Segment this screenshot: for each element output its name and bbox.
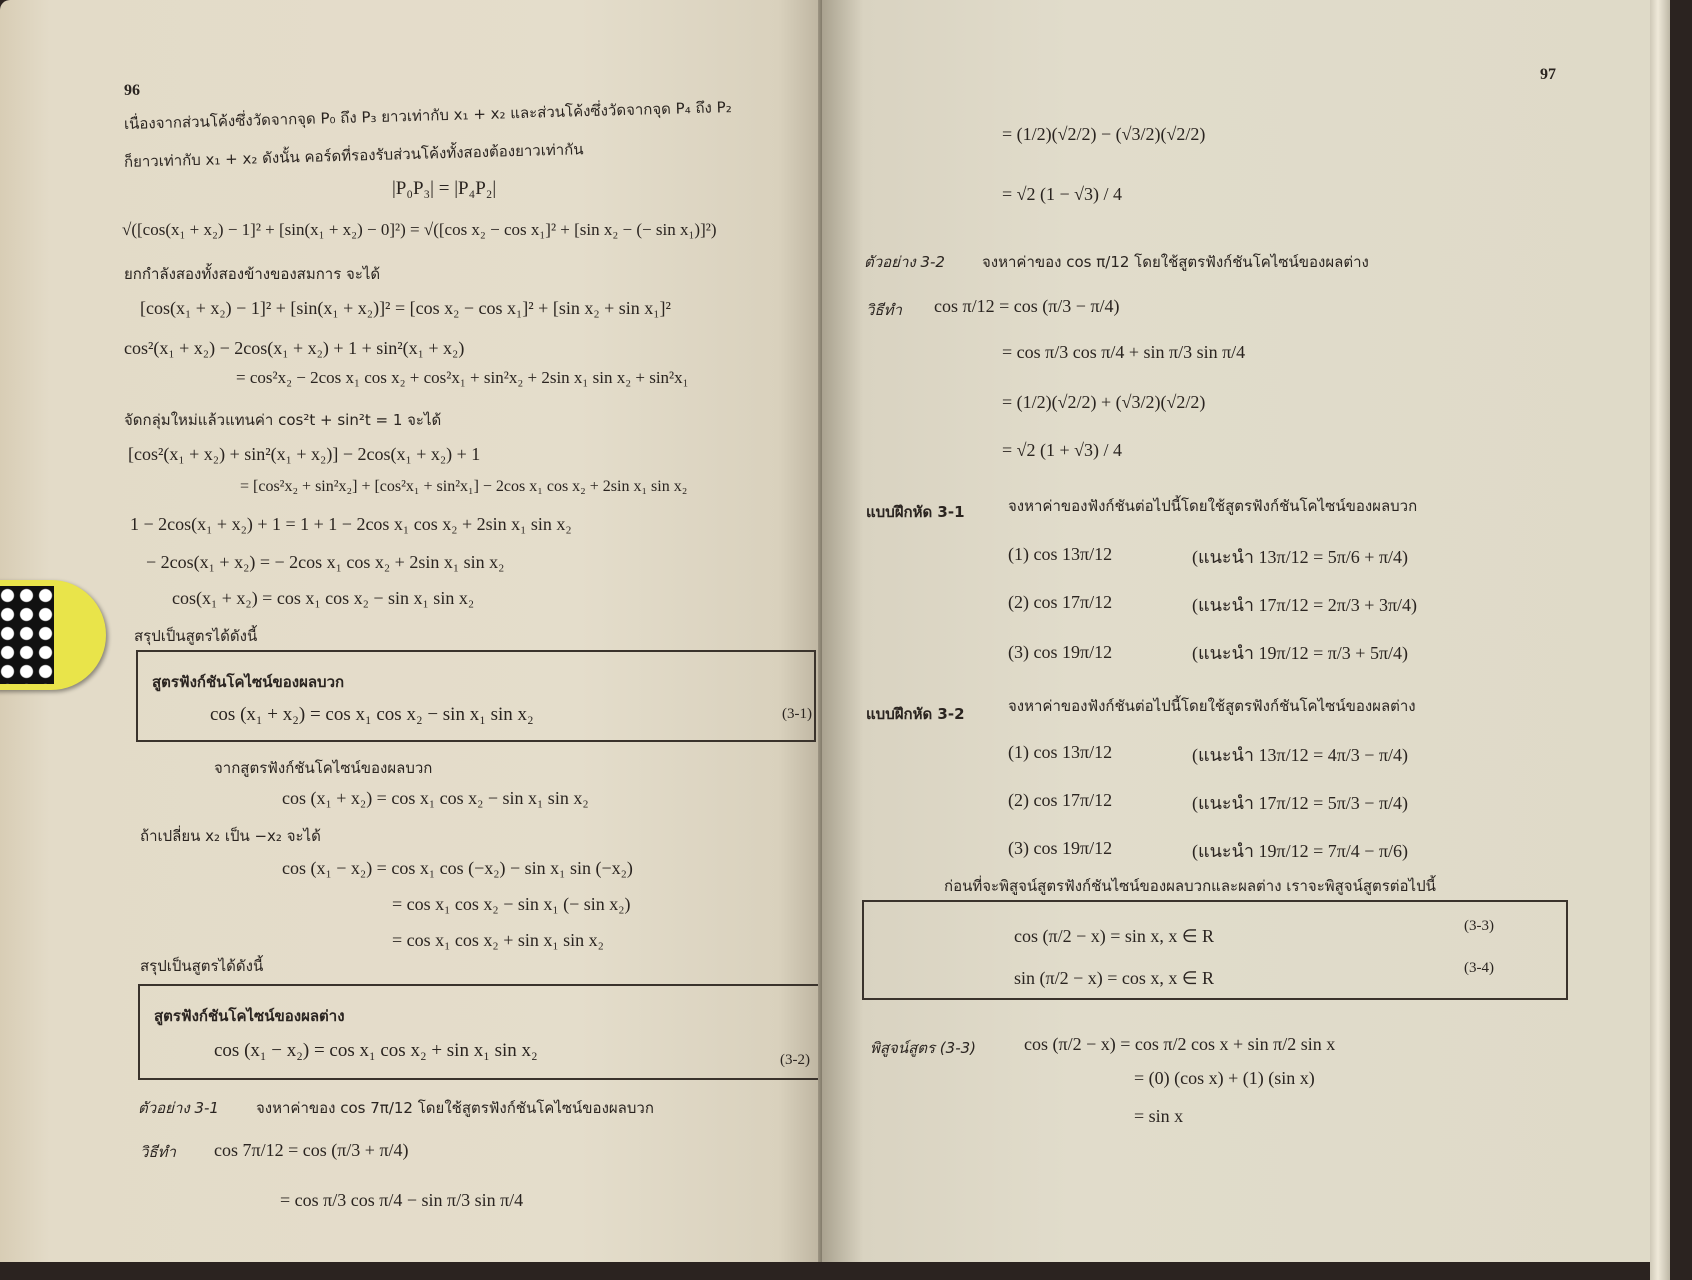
math-line: − 2cos(x₁ + x₂) = − 2cos x₁ cos x₂ + 2sin x₁ sin x₂ bbox=[146, 552, 505, 572]
math-line: cos(x₁ + x₂) = cos x₁ cos x₂ − sin x₁ sin x₂ bbox=[172, 588, 475, 608]
formula-tag: (3-2) bbox=[780, 1052, 810, 1068]
math-line: [cos²(x₁ + x₂) + sin²(x₁ + x₂)] − 2cos(x₁ + x₂) + 1 bbox=[128, 444, 481, 464]
formula-tag: (3-4) bbox=[1464, 960, 1494, 976]
right-page bbox=[822, 0, 1652, 1262]
formula-tag: (3-1) bbox=[782, 706, 812, 722]
example-label: ตัวอย่าง 3-2 bbox=[864, 253, 945, 271]
text-line: สรุปเป็นสูตรได้ดังนี้ bbox=[140, 957, 264, 975]
paper-clip bbox=[0, 580, 106, 690]
proof-label: พิสูจน์สูตร (3-3) bbox=[870, 1039, 977, 1057]
text-line: ยกกำลังสองทั้งสองข้างของสมการ จะได้ bbox=[124, 265, 381, 283]
math-line: = √2 (1 + √3) / 4 bbox=[1002, 440, 1123, 460]
math-line: = cos x₁ cos x₂ − sin x₁ (− sin x₂) bbox=[392, 894, 631, 914]
text-line: จากสูตรฟังก์ชันโคไซน์ของผลบวก bbox=[214, 759, 433, 777]
left-page bbox=[0, 0, 828, 1262]
math-line: = cos²x₂ − 2cos x₁ cos x₂ + cos²x₁ + sin²x₂ + 2sin x₁ sin x₂ + sin²x₁ bbox=[236, 368, 689, 387]
exercise-label: แบบฝึกหัด 3-1 bbox=[866, 503, 965, 521]
exercise-hint: (แนะนำ 17π/12 = 5π/3 − π/4) bbox=[1192, 793, 1409, 813]
math-line: = cos π/3 cos π/4 + sin π/3 sin π/4 bbox=[1002, 342, 1246, 362]
math-line: [cos(x₁ + x₂) − 1]² + [sin(x₁ + x₂)]² = [cos x₂ − cos x₁]² + [sin x₂ + sin x₁]² bbox=[140, 298, 671, 318]
example-label: ตัวอย่าง 3-1 bbox=[138, 1099, 219, 1117]
text-line: จัดกลุ่มใหม่แล้วแทนค่า cos²t + sin²t = 1 จะได้ bbox=[124, 411, 442, 429]
math-line: = [cos²x₂ + sin²x₂] + [cos²x₁ + sin²x₁] − 2cos x₁ cos x₂ + 2sin x₁ sin x₂ bbox=[240, 478, 688, 495]
exercise-item: (1) cos 13π/12 bbox=[1008, 544, 1113, 564]
example-text: จงหาค่าของ cos 7π/12 โดยใช้สูตรฟังก์ชันโคไซน์ของผลบวก bbox=[256, 1099, 654, 1117]
math-line: cos (x₁ − x₂) = cos x₁ cos (−x₂) − sin x₁ sin (−x₂) bbox=[282, 858, 633, 878]
solution-label: วิธีทำ bbox=[866, 301, 902, 319]
exercise-item: (3) cos 19π/12 bbox=[1008, 642, 1113, 662]
clip-pattern bbox=[0, 586, 54, 684]
exercise-hint: (แนะนำ 17π/12 = 2π/3 + 3π/4) bbox=[1192, 595, 1418, 615]
math-line: cos 7π/12 = cos (π/3 + π/4) bbox=[214, 1140, 409, 1160]
example-text: จงหาค่าของ cos π/12 โดยใช้สูตรฟังก์ชันโคไซน์ของผลต่าง bbox=[982, 253, 1369, 271]
box-title: สูตรฟังก์ชันโคไซน์ของผลบวก bbox=[152, 673, 345, 691]
exercise-label: แบบฝึกหัด 3-2 bbox=[866, 705, 965, 723]
exercise-hint: (แนะนำ 19π/12 = 7π/4 − π/6) bbox=[1192, 841, 1409, 861]
formula-box-cos-sum bbox=[136, 650, 816, 742]
math-line: = √2 (1 − √3) / 4 bbox=[1002, 184, 1123, 204]
text-line: ก็ยาวเท่ากับ x₁ + x₂ ดังนั้น คอร์ดที่รองรับส่วนโค้งทั้งสองต้องยาวเท่ากัน bbox=[123, 140, 584, 171]
box-title: สูตรฟังก์ชันโคไซน์ของผลต่าง bbox=[154, 1007, 345, 1025]
exercise-text: จงหาค่าของฟังก์ชันต่อไปนี้โดยใช้สูตรฟังก์ชันโคไซน์ของผลต่าง bbox=[1008, 697, 1416, 715]
intro-text: ก่อนที่จะพิสูจน์สูตรฟังก์ชันไซน์ของผลบวกและผลต่าง เราจะพิสูจน์สูตรต่อไปนี้ bbox=[944, 877, 1436, 895]
text-line: ถ้าเปลี่ยน x₂ เป็น −x₂ จะได้ bbox=[140, 827, 321, 845]
box-formula: sin (π/2 − x) = cos x, x ∈ R bbox=[1014, 968, 1215, 988]
math-line: = cos x₁ cos x₂ + sin x₁ sin x₂ bbox=[392, 930, 604, 950]
exercise-item: (3) cos 19π/12 bbox=[1008, 838, 1113, 858]
math-line: = (1/2)(√2/2) + (√3/2)(√2/2) bbox=[1002, 392, 1206, 412]
math-line: cos²(x₁ + x₂) − 2cos(x₁ + x₂) + 1 + sin²(x₁ + x₂) bbox=[124, 338, 465, 358]
box-formula: cos (π/2 − x) = sin x, x ∈ R bbox=[1014, 926, 1215, 946]
math-line: 1 − 2cos(x₁ + x₂) + 1 = 1 + 1 − 2cos x₁ cos x₂ + 2sin x₁ sin x₂ bbox=[130, 514, 572, 534]
formula-box-cos-diff bbox=[138, 984, 820, 1080]
math-line: cos (π/2 − x) = cos π/2 cos x + sin π/2 sin x bbox=[1024, 1034, 1336, 1054]
math-line: cos π/12 = cos (π/3 − π/4) bbox=[934, 296, 1120, 316]
text-line: เนื่องจากส่วนโค้งซึ่งวัดจากจุด P₀ ถึง P₃ ยาวเท่ากับ x₁ + x₂ และส่วนโค้งซึ่งวัดจากจุด P₄ ถึง P₂ bbox=[123, 98, 732, 133]
formula-tag: (3-3) bbox=[1464, 918, 1494, 934]
solution-label: วิธีทำ bbox=[140, 1143, 176, 1161]
page-edges bbox=[1650, 0, 1670, 1280]
exercise-text: จงหาค่าของฟังก์ชันต่อไปนี้โดยใช้สูตรฟังก์ชันโคไซน์ของผลบวก bbox=[1008, 497, 1418, 515]
math-line: √([cos(x₁ + x₂) − 1]² + [sin(x₁ + x₂) − 0]²) = √([cos x₂ − cos x₁]² + [sin x₂ − (− sin x₁)]²) bbox=[122, 220, 717, 239]
exercise-item: (1) cos 13π/12 bbox=[1008, 742, 1113, 762]
math-line: = sin x bbox=[1134, 1106, 1184, 1126]
formula-box-cofunction bbox=[862, 900, 1568, 1000]
page-number-right: 97 bbox=[1540, 66, 1556, 83]
math-line: = (1/2)(√2/2) − (√3/2)(√2/2) bbox=[1002, 124, 1206, 144]
math-line: |P₀P₃| = |P₄P₂| bbox=[392, 178, 497, 199]
page-number-left: 96 bbox=[124, 82, 140, 99]
math-line: cos (x₁ + x₂) = cos x₁ cos x₂ − sin x₁ sin x₂ bbox=[282, 788, 589, 808]
exercise-hint: (แนะนำ 13π/12 = 5π/6 + π/4) bbox=[1192, 547, 1409, 567]
box-formula: cos (x₁ − x₂) = cos x₁ cos x₂ + sin x₁ sin x₂ bbox=[214, 1040, 538, 1061]
text-line: สรุปเป็นสูตรได้ดังนี้ bbox=[134, 627, 258, 645]
exercise-hint: (แนะนำ 13π/12 = 4π/3 − π/4) bbox=[1192, 745, 1409, 765]
math-line: = (0) (cos x) + (1) (sin x) bbox=[1134, 1068, 1315, 1088]
exercise-hint: (แนะนำ 19π/12 = π/3 + 5π/4) bbox=[1192, 643, 1409, 663]
exercise-item: (2) cos 17π/12 bbox=[1008, 790, 1113, 810]
math-line: = cos π/3 cos π/4 − sin π/3 sin π/4 bbox=[280, 1190, 524, 1210]
box-formula: cos (x₁ + x₂) = cos x₁ cos x₂ − sin x₁ sin x₂ bbox=[210, 704, 534, 725]
exercise-item: (2) cos 17π/12 bbox=[1008, 592, 1113, 612]
